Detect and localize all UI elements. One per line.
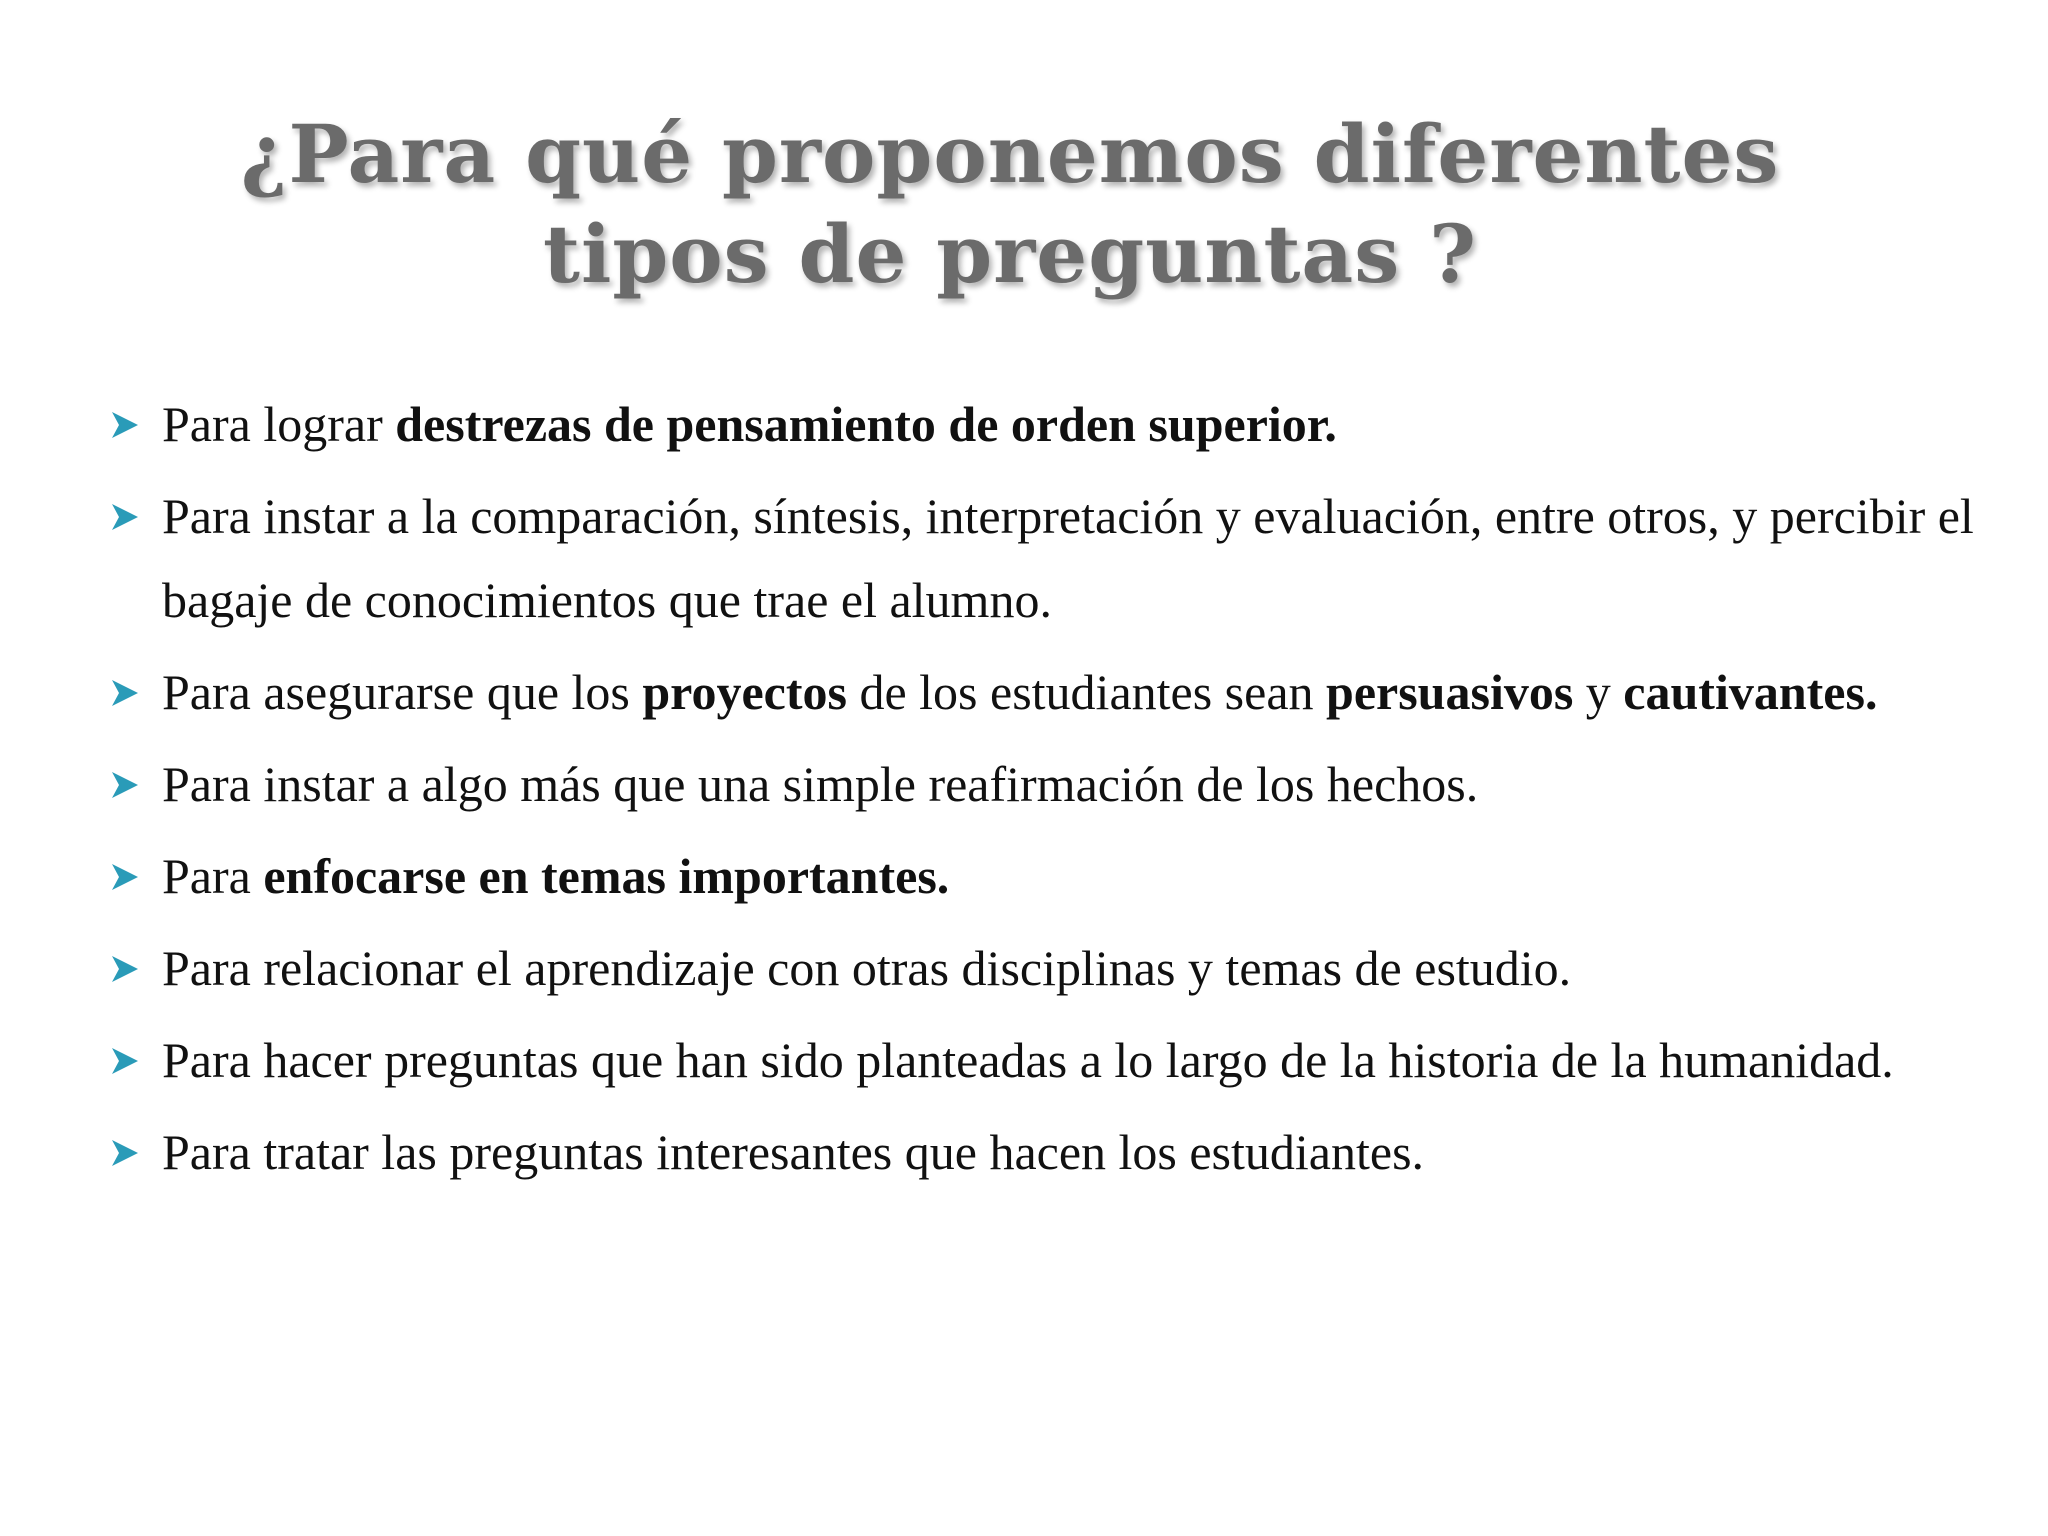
bullet-text xyxy=(162,848,949,904)
bullet-item xyxy=(110,742,1990,826)
bullet-text xyxy=(162,396,1337,452)
arrowhead-bullet-icon xyxy=(110,678,140,708)
arrowhead-bullet-icon xyxy=(110,770,140,800)
text-segment: y xyxy=(1573,664,1624,720)
text-segment: Para relacionar el aprendizaje con otras disciplinas y temas de estudio. xyxy=(162,940,1572,996)
bullet-text xyxy=(162,488,1974,628)
bullet-text xyxy=(162,1124,1424,1180)
bullet-item xyxy=(110,834,1990,918)
arrowhead-bullet-icon xyxy=(110,1138,140,1168)
text-segment: de los estudiantes sean xyxy=(846,664,1327,720)
bullet-item xyxy=(110,382,1990,466)
bullet-text xyxy=(162,664,1877,720)
bullet-item xyxy=(110,650,1990,734)
slide-title: ¿Para qué proponemos diferentes tipos de preguntas ? xyxy=(240,107,1780,301)
arrowhead-bullet-icon xyxy=(110,410,140,440)
text-segment: Para lograr xyxy=(162,396,396,452)
bold-text: persuasivos xyxy=(1326,664,1574,720)
text-segment: Para instar a la comparación, síntesis, interpretación y evaluación, entre otros, y percibir el bagaje de conocimientos que trae el alumno. xyxy=(162,488,1974,628)
bullet-item xyxy=(110,1110,1990,1194)
bullet-text xyxy=(162,756,1478,812)
bullet-text xyxy=(162,1032,1894,1088)
bold-text: cautivantes. xyxy=(1623,664,1878,720)
bold-text: destrezas de pensamiento de orden superior. xyxy=(395,396,1337,452)
bullet-text xyxy=(162,940,1571,996)
text-segment: Para asegurarse que los xyxy=(162,664,643,720)
arrowhead-bullet-icon xyxy=(110,502,140,532)
bullet-list xyxy=(110,382,1990,1202)
bold-text: proyectos xyxy=(642,664,847,720)
text-segment: Para instar a algo más que una simple reafirmación de los hechos. xyxy=(162,756,1479,812)
bullet-item xyxy=(110,1018,1990,1102)
arrowhead-bullet-icon xyxy=(110,1046,140,1076)
arrowhead-bullet-icon xyxy=(110,862,140,892)
bullet-item xyxy=(110,474,1990,642)
text-segment: Para hacer preguntas que han sido planteadas a lo largo de la historia de la humanidad. xyxy=(162,1032,1894,1088)
bold-text: enfocarse en temas importantes. xyxy=(263,848,950,904)
text-segment: Para tratar las preguntas interesantes que hacen los estudiantes. xyxy=(162,1124,1425,1180)
arrowhead-bullet-icon xyxy=(110,954,140,984)
text-segment: Para xyxy=(162,848,264,904)
bullet-item xyxy=(110,926,1990,1010)
